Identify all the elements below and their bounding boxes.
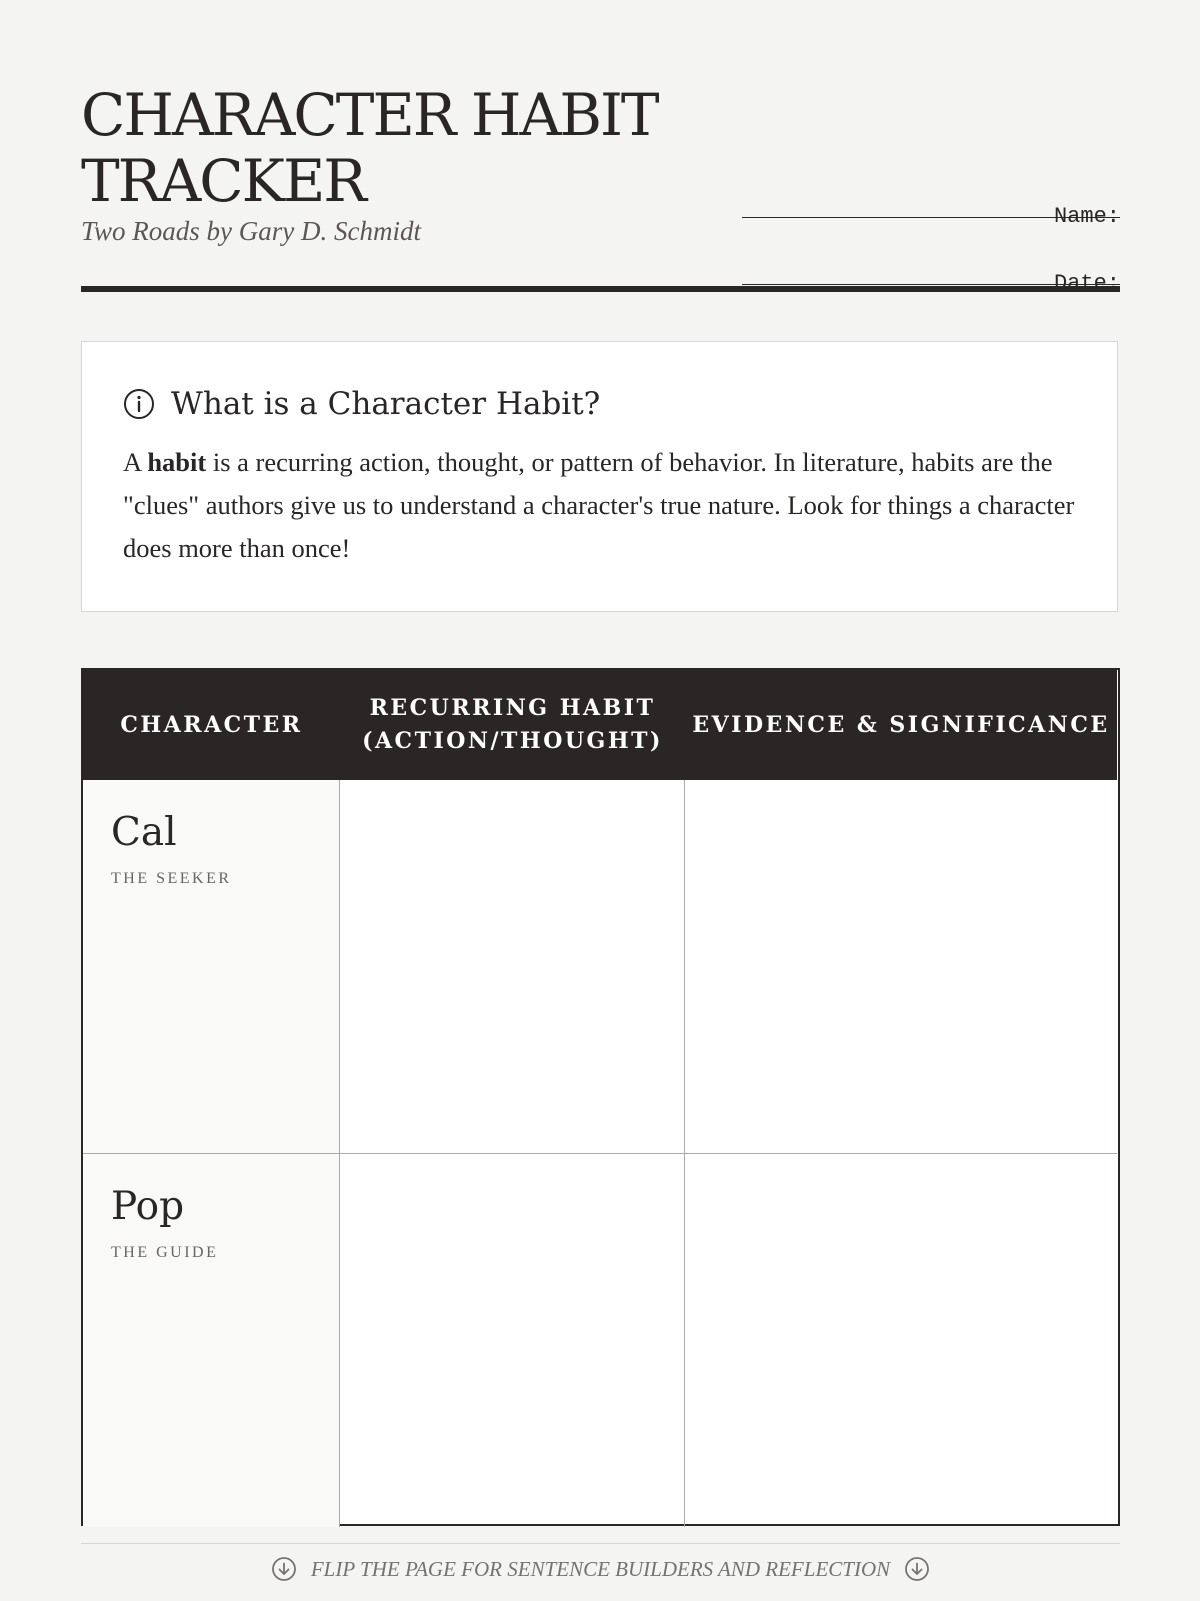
name-field[interactable]	[742, 167, 1120, 229]
character-cell	[83, 780, 340, 1153]
definition-box	[81, 341, 1118, 612]
table-row	[83, 780, 1117, 1153]
definition-text-rest: is a recurring action, thought, or pattern of behavior. In literature, habits are the "clues" authors give us to understand a character's true nature. Look for things a character does more than once!	[123, 447, 1075, 563]
character-name: Pop	[111, 1184, 185, 1229]
definition-keyword: habit	[147, 447, 207, 477]
habit-tracker-table	[81, 668, 1120, 1526]
name-label: Name:	[1053, 204, 1120, 229]
date-field[interactable]	[742, 234, 1120, 296]
character-cell	[83, 1154, 340, 1527]
date-label: Date:	[1053, 271, 1120, 296]
book-subtitle: Two Roads by Gary D. Schmidt	[81, 216, 421, 246]
definition-text-start: A	[123, 447, 148, 477]
evidence-cell[interactable]	[685, 780, 1117, 1153]
definition-text	[123, 441, 1083, 570]
definition-heading	[123, 386, 600, 422]
habit-cell[interactable]	[340, 1154, 685, 1527]
arrow-down-circle-icon	[271, 1556, 297, 1582]
arrow-down-circle-icon	[904, 1556, 930, 1582]
habit-cell[interactable]	[340, 780, 685, 1153]
character-role: THE SEEKER	[111, 870, 232, 887]
footer-text: FLIP THE PAGE FOR SENTENCE BUILDERS AND REFLECTION	[310, 1556, 891, 1581]
evidence-cell[interactable]	[685, 1154, 1117, 1527]
info-circle-icon	[123, 388, 155, 420]
column-header-evidence: EVIDENCE & SIGNIFICANCE	[692, 711, 1110, 738]
character-name: Cal	[111, 810, 177, 855]
column-header-character: CHARACTER	[120, 711, 303, 738]
column-header-habit: RECURRING HABIT (ACTION/THOUGHT)	[362, 695, 663, 754]
definition-title: What is a Character Habit?	[171, 386, 601, 422]
table-header	[83, 670, 1117, 780]
page-header	[81, 81, 1120, 296]
page-title: CHARACTER HABIT TRACKER	[81, 81, 658, 215]
worksheet-page	[81, 0, 1120, 1600]
table-row	[83, 1153, 1117, 1527]
footer-note	[81, 1556, 1120, 1582]
page-footer	[81, 1543, 1120, 1601]
character-role: THE GUIDE	[111, 1244, 219, 1261]
